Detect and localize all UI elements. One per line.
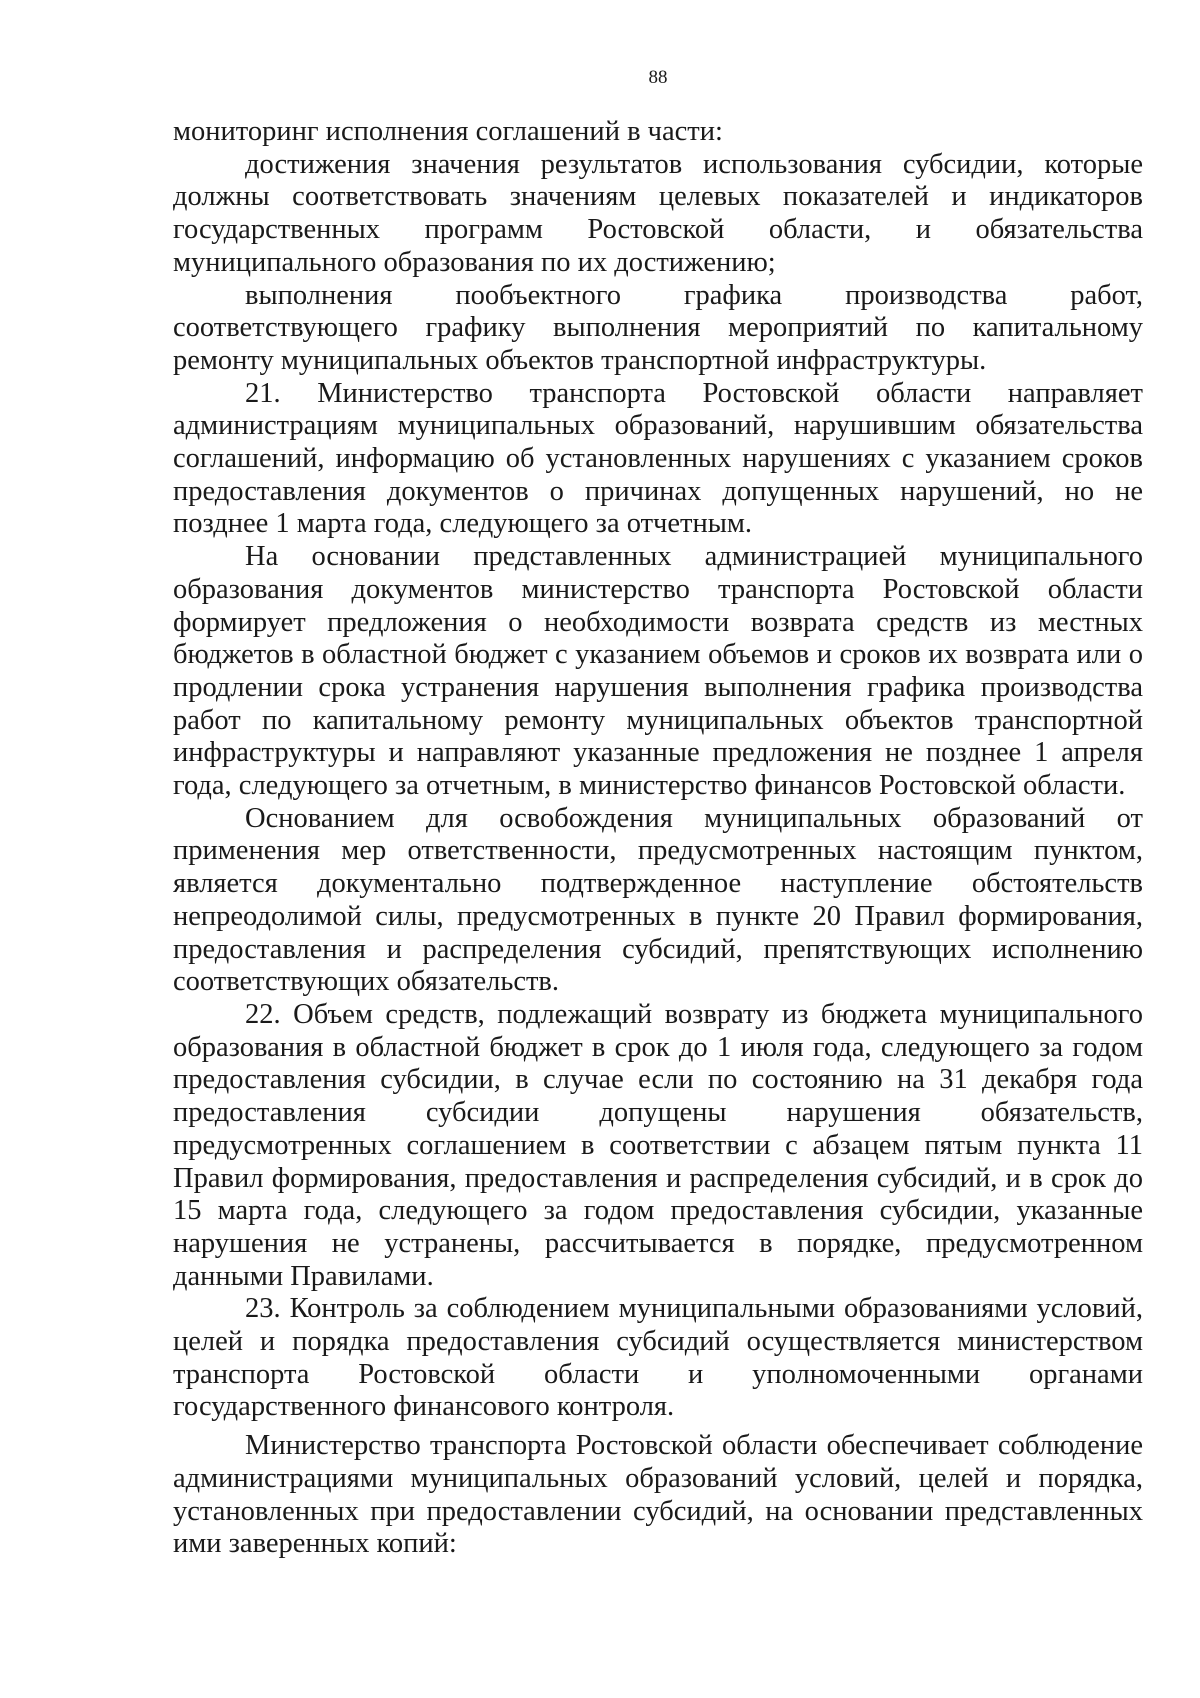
document-body bbox=[173, 116, 1143, 1561]
paragraph-proposals: На основании представленных администрацией муниципального образования документов министерство транспорта Ростовской области формирует предложения о необходимости возврата средств из местных бюджетов в областной бюджет с указанием объемов и сроков их возврата или о продлении срока устранения нарушения выполнения графика производства работ по капитальному ремонту муниципальных объектов транспортной инфраструктуры и направляют указанные предложения не позднее 1 апреля года, следующего за отчетным, в министерство финансов Ростовской области. bbox=[173, 541, 1143, 802]
paragraph-item-22: 22. Объем средств, подлежащий возврату из бюджета муниципального образования в областной бюджет в срок до 1 июля года, следующего за годом предоставления субсидии, в случае если по состоянию на 31 декабря года предоставления субсидии допущены нарушения обязательств, предусмотренных соглашением в соответствии с абзацем пятым пункта 11 Правил формирования, предоставления и распределения субсидий, и в срок до 15 марта года, следующего за годом предоставления субсидии, указанные нарушения не устранены, рассчитывается в порядке, предусмотренном данными Правилами. bbox=[173, 998, 1143, 1292]
paragraph-ministry-compliance: Министерство транспорта Ростовской области обеспечивает соблюдение администрациями муниципальных образований условий, целей и порядка, установленных при предоставлении субсидий, на основании представленных ими заверенных копий: bbox=[173, 1430, 1143, 1560]
paragraph-schedule: выполнения пообъектного графика производства работ, соответствующего графику выполнения мероприятий по капитальному ремонту муниципальных объектов транспортной инфраструктуры. bbox=[173, 279, 1143, 376]
paragraph-monitoring: мониторинг исполнения соглашений в части: bbox=[173, 116, 723, 147]
page-number: 88 bbox=[648, 67, 668, 88]
paragraph-force-majeure: Основанием для освобождения муниципальных образований от применения мер ответственности, предусмотренных настоящим пунктом, является документально подтвержденное наступление обстоятельств непреодолимой силы, предусмотренных в пункте 20 Правил формирования, предоставления и распределения субсидий, препятствующих исполнению соответствующих обязательств. bbox=[173, 802, 1143, 998]
paragraph-item-21: 21. Министерство транспорта Ростовской области направляет администрациям муниципальных образований, нарушившим обязательства соглашений, информацию об установленных нарушениях с указанием сроков предоставления документов о причинах допущенных нарушений, но не позднее 1 марта года, следующего за отчетным. bbox=[173, 377, 1143, 540]
paragraph-achievement: достижения значения результатов использования субсидии, которые должны соответствовать значениям целевых показателей и индикаторов государственных программ Ростовской области, и обязательства муниципального образования по их достижению; bbox=[173, 148, 1143, 278]
paragraph-item-23: 23. Контроль за соблюдением муниципальными образованиями условий, целей и порядка предоставления субсидий осуществляется министерством транспорта Ростовской области и уполномоченными органами государственного финансового контроля. bbox=[173, 1293, 1143, 1423]
